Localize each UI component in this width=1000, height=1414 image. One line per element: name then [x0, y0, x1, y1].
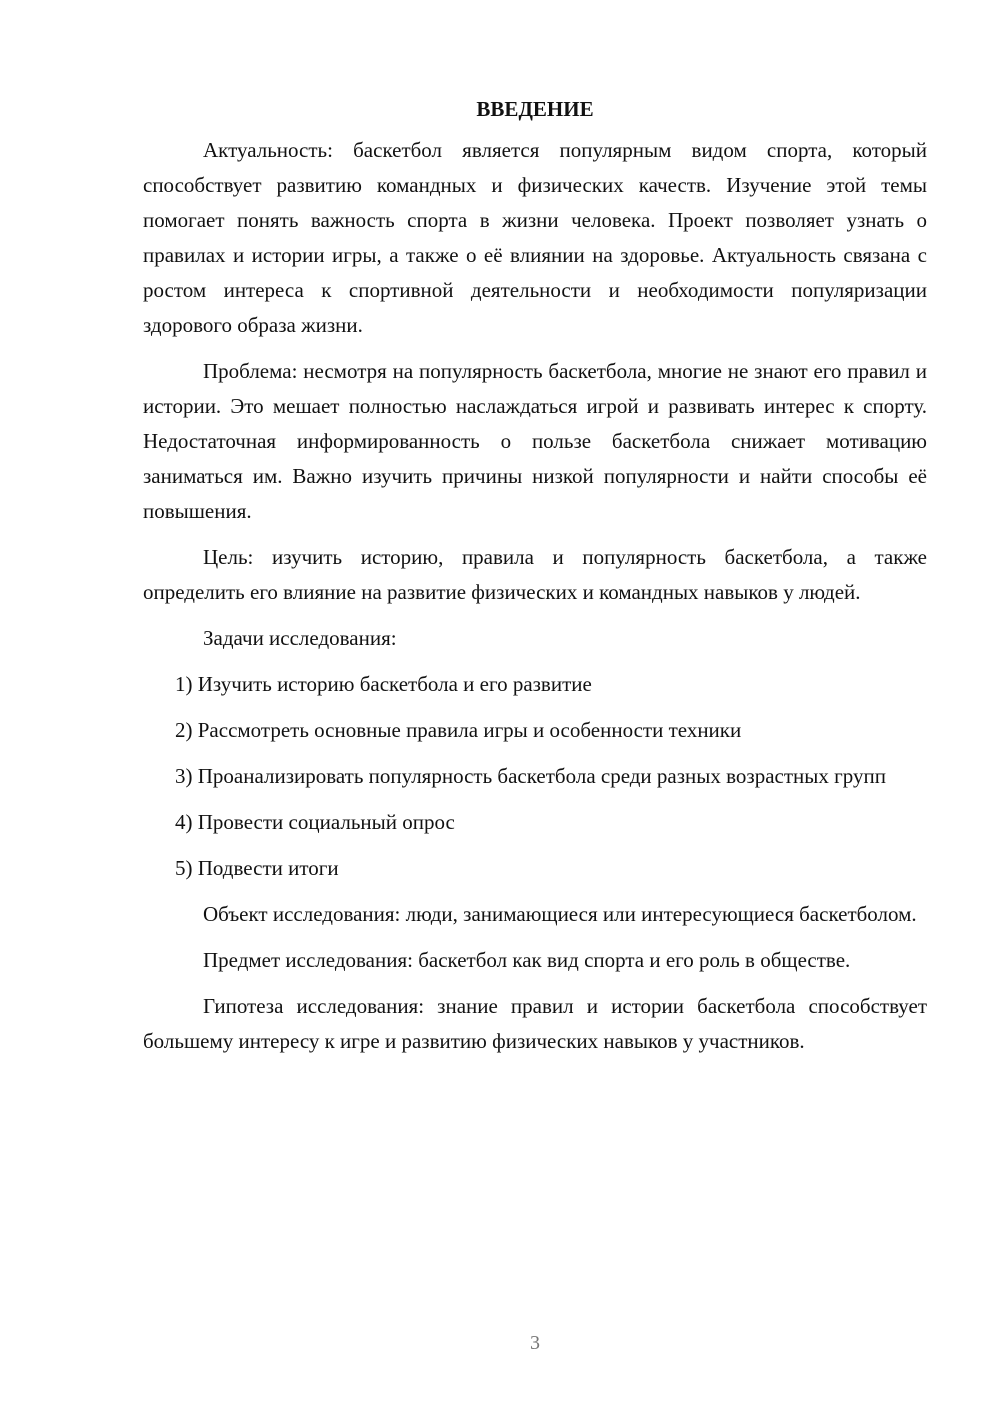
paragraph-object: Объект исследования: люди, занимающиеся или интересующиеся баскетболом. — [203, 902, 917, 926]
section-title: ВВЕДЕНИЕ — [476, 97, 594, 121]
paragraph-problem: Проблема: несмотря на популярность баскетбола, многие не знают его правил и истории. Это мешает полностью наслаждаться игрой и развивать интерес к спорту. Недостаточная информированность о пользе баскетбола снижает мотивацию заниматься им. Важно изучить причины низкой популярности и найти способы её повышения. — [143, 359, 927, 523]
paragraph-hypothesis: Гипотеза исследования: знание правил и истории баскетбола способствует большему интересу к игре и развитию физических навыков у участников. — [143, 994, 927, 1053]
task-item-1: 1) Изучить историю баскетбола и его развитие — [175, 672, 592, 696]
paragraph-tasks-heading: Задачи исследования: — [203, 626, 397, 650]
task-item-3: 3) Проанализировать популярность баскетбола среди разных возрастных групп — [175, 764, 886, 788]
paragraph-relevance: Актуальность: баскетбол является популярным видом спорта, который способствует развитию командных и физических качеств. Изучение этой темы помогает понять важность спорта в жизни человека. Проект позволяет узнать о правилах и истории игры, а также о её влиянии на здоровье. Актуальность связана с ростом интереса к спортивной деятельности и необходимости популяризации здорового образа жизни. — [143, 138, 927, 337]
task-item-4: 4) Провести социальный опрос — [175, 810, 455, 834]
page-number: 3 — [530, 1332, 540, 1354]
task-item-5: 5) Подвести итоги — [175, 856, 339, 880]
document-page — [143, 92, 927, 1070]
task-item-2: 2) Рассмотреть основные правила игры и особенности техники — [175, 718, 742, 742]
paragraph-goal: Цель: изучить историю, правила и популярность баскетбола, а также определить его влияние на развитие физических и командных навыков у людей. — [143, 545, 927, 604]
paragraph-subject: Предмет исследования: баскетбол как вид спорта и его роль в обществе. — [203, 948, 851, 972]
